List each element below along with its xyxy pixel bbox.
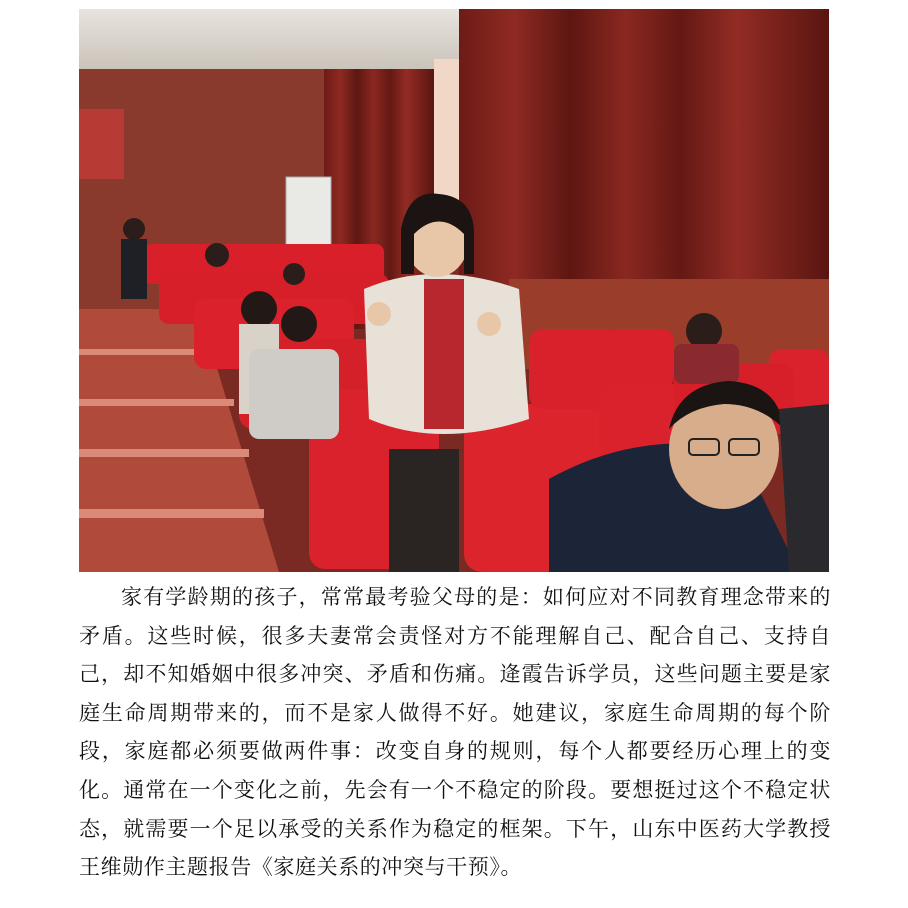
wall-banner — [79, 109, 124, 179]
curtain-right — [459, 9, 829, 309]
lecture-hall-photo — [79, 9, 829, 572]
article-paragraph: 家有学龄期的孩子，常常最考验父母的是：如何应对不同教育理念带来的矛盾。这些时候，很多夫妻常会责怪对方不能理解自己、配合自己、支持自己，却不知婚姻中很多冲突、矛盾和伤痛。逄霞告诉学员，这些问题主要是家庭生命周期带来的，而不是家人做得不好。她建议，家庭生命周期的每个阶段，家庭都必须要做两件事：改变自身的规则，每个人都要经历心理上的变化。通常在一个变化之前，先会有一个不稳定的阶段。要想挺过这个不稳定状态，就需要一个足以承受的关系作为稳定的框架。下午，山东中医药大学教授王维勋作主题报告《家庭关系的冲突与干预》。 — [79, 585, 831, 880]
air-conditioner — [286, 177, 331, 249]
lecture-hall-illustration — [79, 9, 829, 572]
